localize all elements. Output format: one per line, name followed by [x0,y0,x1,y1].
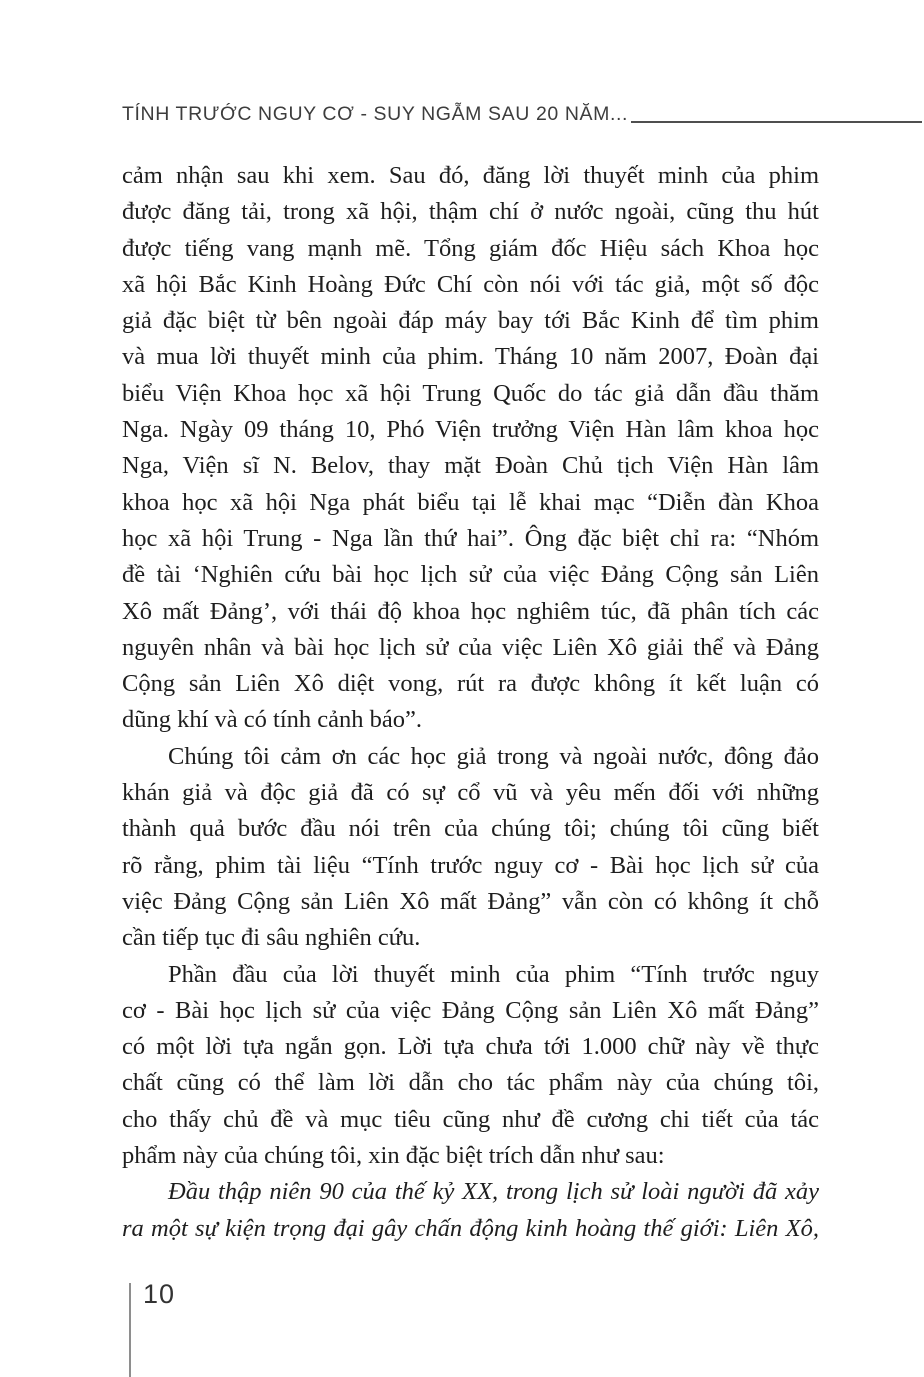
text-line: cơ - Bài học lịch sử của việc Đảng Cộng sản Liên Xô mất Đảng” [122,996,819,1024]
paragraph [122,957,819,1175]
text-line: Chúng tôi cảm ơn các học giả trong và ngoài nước, đông đảo [168,742,819,770]
text-line: việc Đảng Cộng sản Liên Xô mất Đảng” vẫn còn có không ít chỗ [122,887,819,915]
text-line: Đầu thập niên 90 của thế kỷ XX, trong lịch sử loài người đã xảy [168,1178,819,1206]
text-line: biểu Viện Khoa học xã hội Trung Quốc do tác giả dẫn đầu thăm [122,379,819,407]
footer-rule [129,1283,131,1377]
text-line: học xã hội Trung - Nga lần thứ hai”. Ông đặc biệt chỉ ra: “Nhóm [122,524,819,552]
paragraph [122,158,819,739]
paragraph [122,1174,819,1247]
text-line: giả đặc biệt từ bên ngoài đáp máy bay tới Bắc Kinh để tìm phim [122,307,819,335]
page-header [122,103,922,126]
running-title: TÍNH TRƯỚC NGUY CƠ - SUY NGẪM SAU 20 NĂM... [122,103,629,125]
text-line: rõ rằng, phim tài liệu “Tính trước nguy cơ - Bài học lịch sử của [122,851,819,879]
text-line: Cộng sản Liên Xô diệt vong, rút ra được không ít kết luận có [122,670,819,698]
text-line: phẩm này của chúng tôi, xin đặc biệt trích dẫn như sau: [122,1142,665,1170]
text-line: đề tài ‘Nghiên cứu bài học lịch sử của việc Đảng Cộng sản Liên [122,561,819,589]
text-line: khoa học xã hội Nga phát biểu tại lễ khai mạc “Diễn đàn Khoa [122,488,819,516]
text-line: nguyên nhân và bài học lịch sử của việc Liên Xô giải thể và Đảng [122,633,819,661]
text-line: cần tiếp tục đi sâu nghiên cứu. [122,924,421,952]
text-line: Nga, Viện sĩ N. Belov, thay mặt Đoàn Chủ tịch Viện Hàn lâm [122,452,819,480]
paragraph [122,739,819,957]
text-line: Phần đầu của lời thuyết minh của phim “Tính trước nguy [168,960,819,988]
text-line: có một lời tựa ngắn gọn. Lời tựa chưa tới 1.000 chữ này về thực [122,1033,819,1061]
text-line: Nga. Ngày 09 tháng 10, Phó Viện trưởng Viện Hàn lâm khoa học [122,416,819,444]
text-line: và mua lời thuyết minh của phim. Tháng 10 năm 2007, Đoàn đại [122,343,819,371]
text-line: cho thấy chủ đề và mục tiêu cũng như đề cương chi tiết của tác [122,1105,819,1133]
text-line: dũng khí và có tính cảnh báo”. [122,706,423,734]
text-line: được tiếng vang mạnh mẽ. Tổng giám đốc Hiệu sách Khoa học [122,234,819,262]
text-line: được đăng tải, trong xã hội, thậm chí ở nước ngoài, cũng thu hút [122,198,819,226]
text-line: thành quả bước đầu nói trên của chúng tôi; chúng tôi cũng biết [122,815,819,843]
text-line: khán giả và độc giả đã có sự cổ vũ và yêu mến đối với những [122,779,819,807]
body-text [122,158,819,1247]
text-line: chất cũng có thể làm lời dẫn cho tác phẩm này của chúng tôi, [122,1069,819,1097]
text-line: Xô mất Đảng’, với thái độ khoa học nghiêm túc, đã phân tích các [122,597,819,625]
header-rule [631,121,922,123]
text-line: cảm nhận sau khi xem. Sau đó, đăng lời thuyết minh của phim [122,162,819,189]
page-number: 10 [143,1279,176,1309]
text-line: ra một sự kiện trọng đại gây chấn động kinh hoàng thế giới: Liên Xô, [122,1214,819,1242]
text-line: xã hội Bắc Kinh Hoàng Đức Chí còn nói với tác giả, một số độc [122,270,819,298]
